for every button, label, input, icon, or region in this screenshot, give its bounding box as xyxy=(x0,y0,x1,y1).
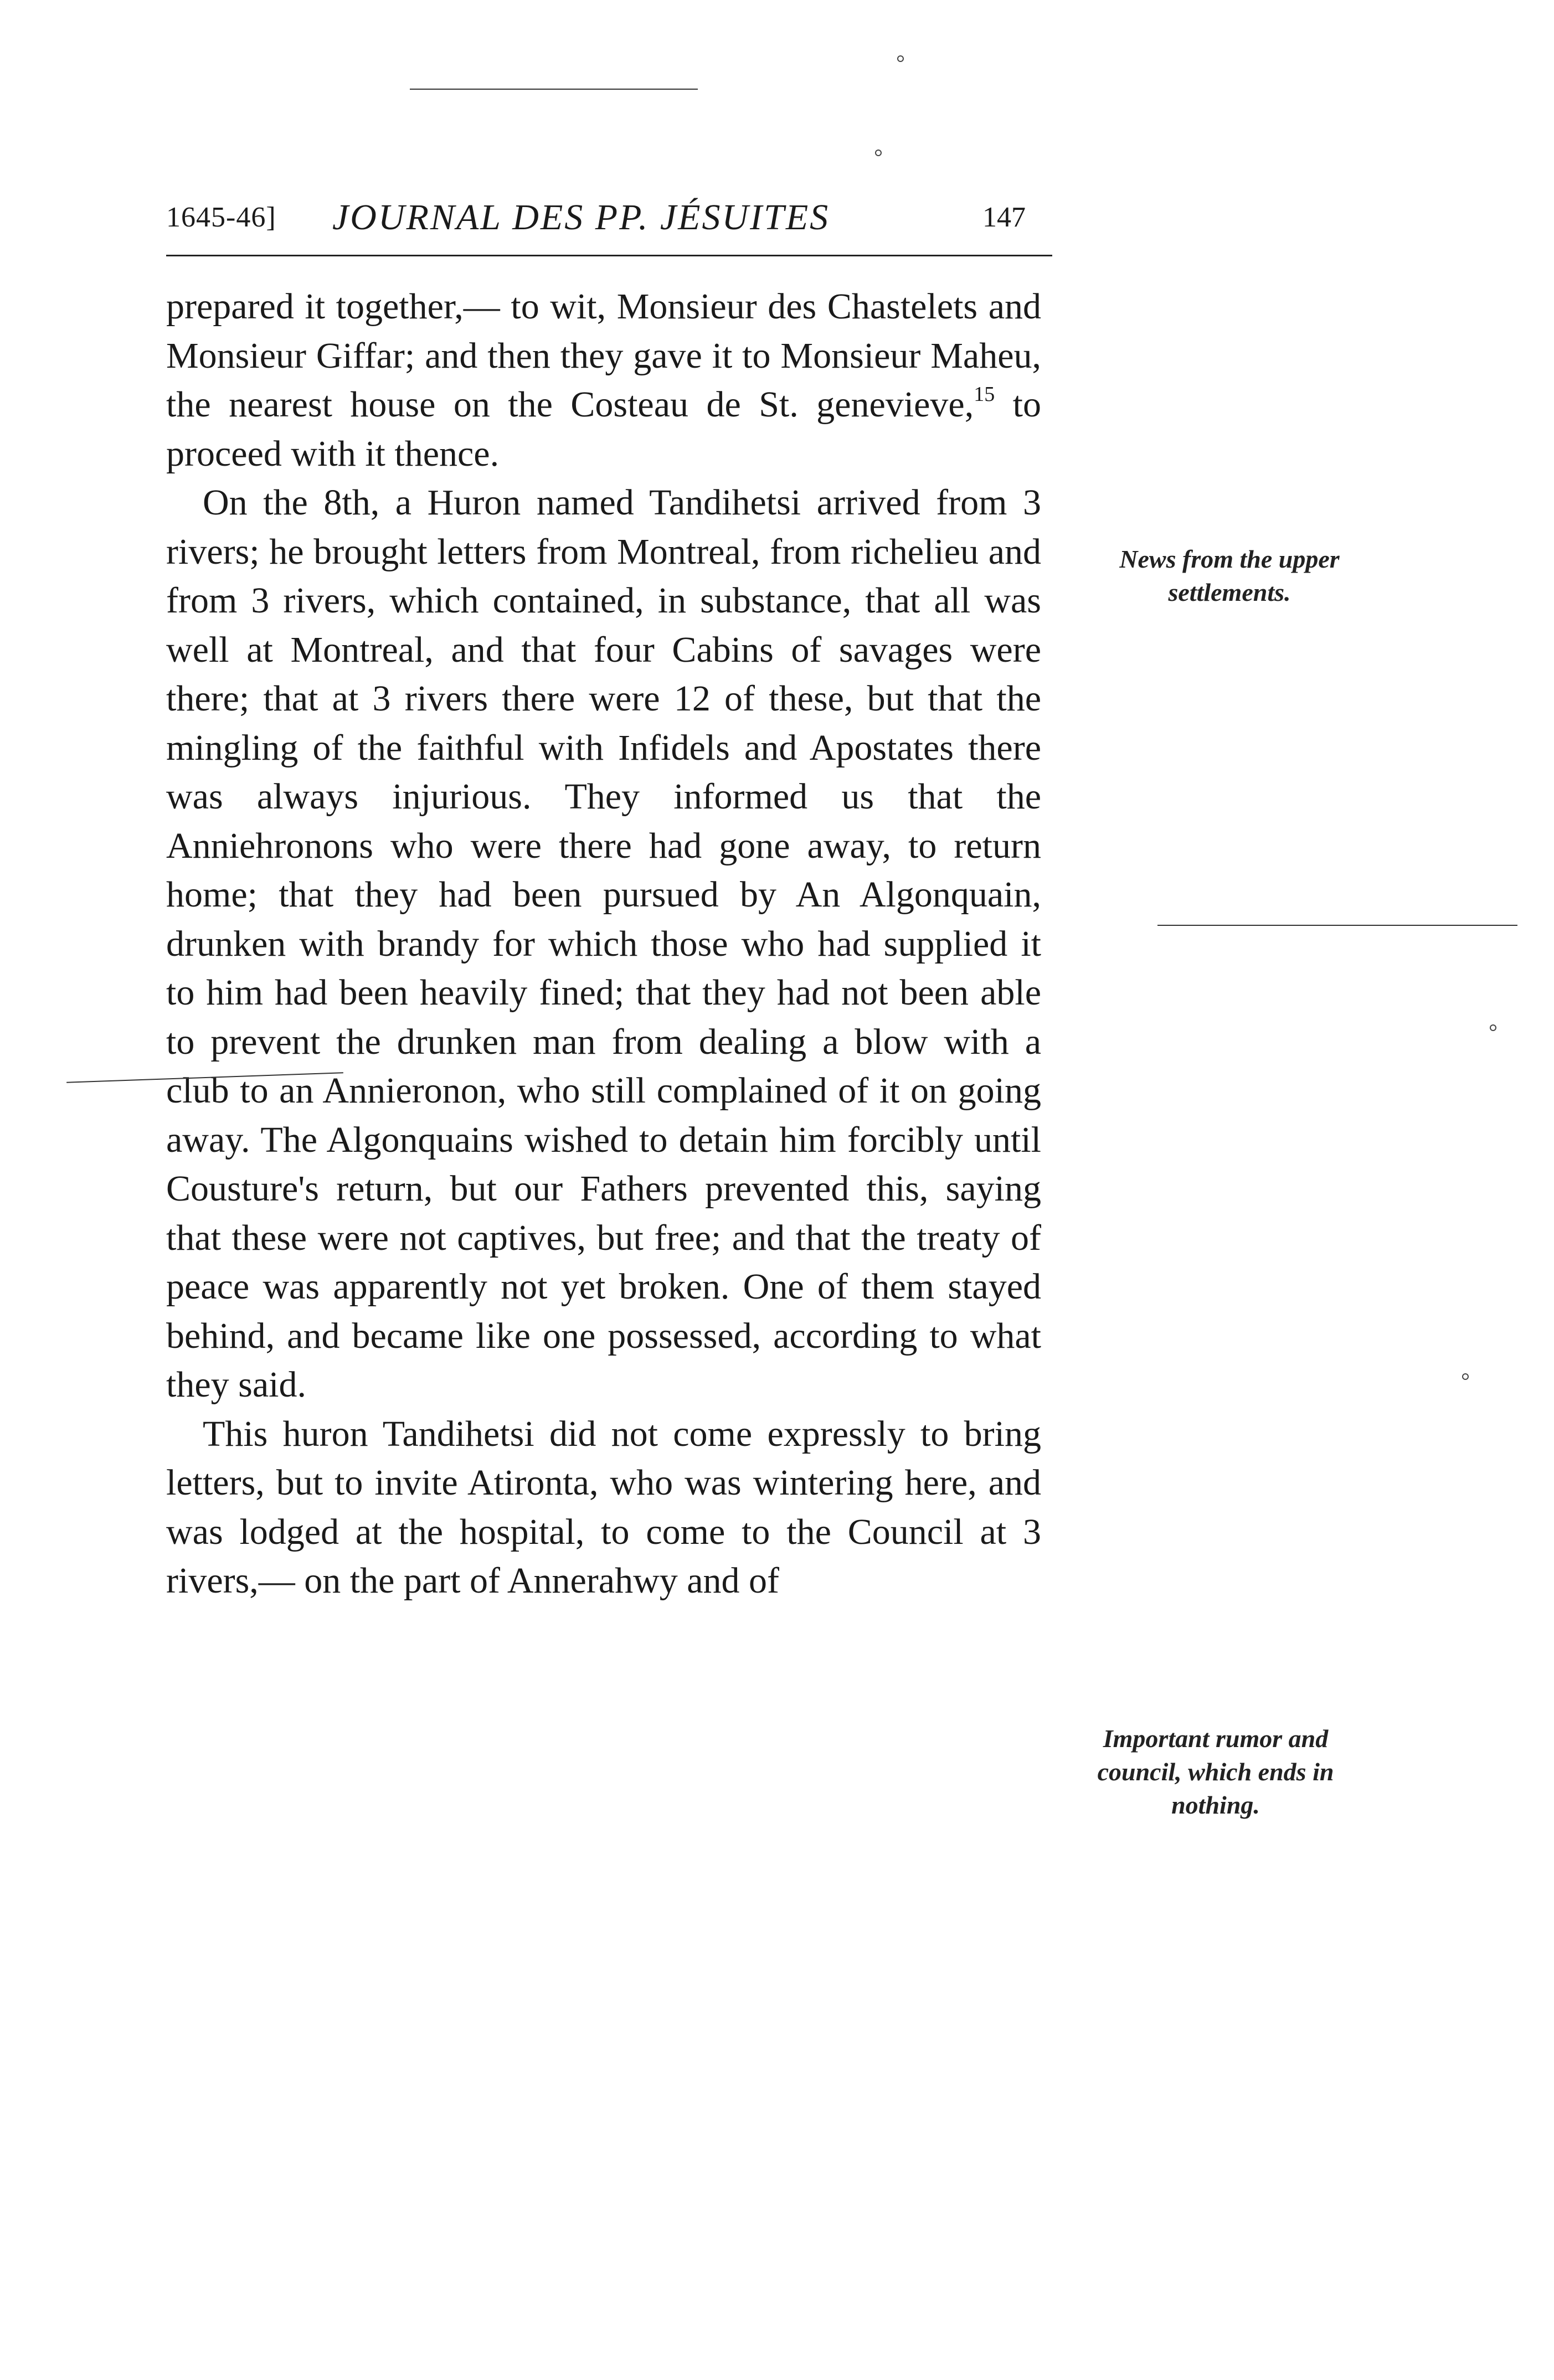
paragraph-1 xyxy=(166,282,1041,478)
paragraph-3: This huron Tandihetsi did not come expressly to bring letters, but to invite Atironta, who was wintering here, and was lodged at the hospital, to come to the Council at 3 rivers,— on the part of Annerahwy and of xyxy=(166,1413,1041,1601)
header-rule xyxy=(166,255,1052,256)
scan-mark-top xyxy=(410,89,698,90)
running-head-years: 1645-46] xyxy=(166,202,276,233)
paragraph-2: On the 8th, a Huron named Tandihetsi arrived from 3 rivers; he brought letters from Montreal, from richelieu and from 3 rivers, which contained, in substance, that all was well at Montreal, and that four Cabins of savages were there; that at 3 rivers there were 12 of these, but that the mingling of the faithful with Infidels and Apostates there was always injurious. They informed us that the Anniehronons who were there had gone away, to return home; that they had been pursued by An Algonquain, drunken with brandy for which those who had supplied it to him had been heavily fined; that they had not been able to prevent the drunken man from dealing a blow with a club to an Annieronon, who still complained of it on going away. The Algonquains wished to detain him forcibly until Cousture's return, but our Fathers prevented this, saying that these were not captives, but free; and that the treaty of peace was apparently not yet broken. One of them stayed behind, and became like one possessed, according to what they said. xyxy=(166,482,1041,1405)
sidenote-news: News from the upper settlements. xyxy=(1119,545,1340,606)
scan-mark-right xyxy=(1157,925,1517,926)
scan-dot-2 xyxy=(1490,1024,1496,1031)
scan-dot-4 xyxy=(897,55,904,62)
main-text-column xyxy=(166,282,1041,1606)
running-head xyxy=(166,197,1052,252)
running-head-title: JOURNAL DES PP. JÉSUITES xyxy=(332,197,830,238)
footnote-ref: 15 xyxy=(974,383,995,406)
paragraph-1-text: prepared it together,— to wit, Monsieur des Chastelets and Monsieur Giffar; and then they gave it to Monsieur Maheu, the nearest house on the Costeau de St. genevieve, xyxy=(166,286,1041,425)
sidenote-rumor: Important rumor and council, which ends in nothing. xyxy=(1097,1724,1334,1819)
scan-dot-1 xyxy=(875,150,882,156)
scan-dot-3 xyxy=(1462,1373,1469,1380)
paragraph-1-tail: to proceed with it thence. xyxy=(166,384,1041,474)
page-number: 147 xyxy=(982,202,1026,233)
